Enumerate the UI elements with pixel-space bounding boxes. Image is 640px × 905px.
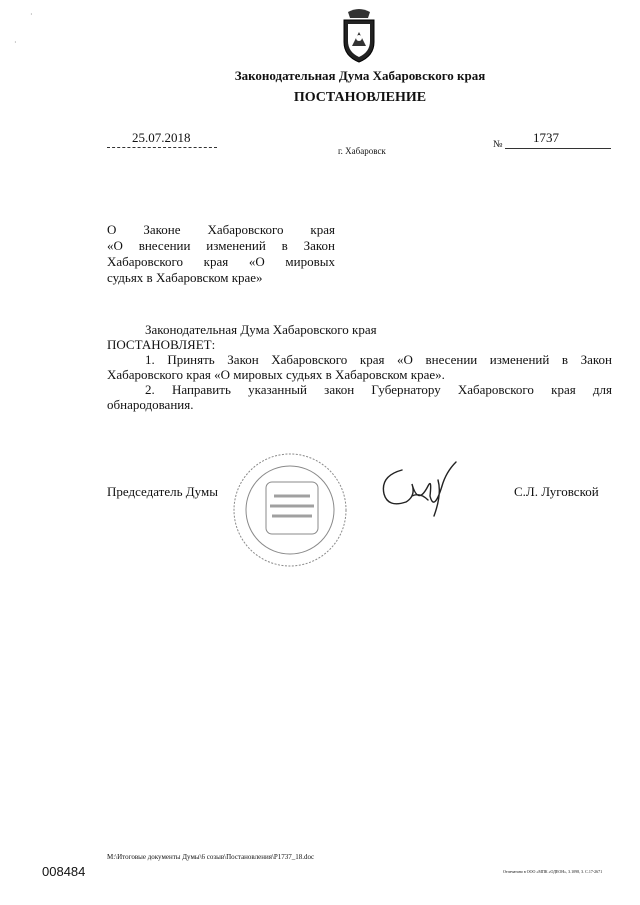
number-underline — [505, 148, 611, 149]
number-sign: № — [493, 139, 503, 150]
printer-note: Отпечатано в ООО «МПК «ОДЕОН», 3.1098, 3. С.17-2671 — [503, 869, 603, 874]
scan-mark: · — [14, 38, 17, 47]
document-type-title: ПОСТАНОВЛЕНИЕ — [293, 90, 427, 105]
item-1-line-1: 1. Принять Закон Хабаровского края «О внесении изменений в Закон — [145, 352, 612, 367]
official-stamp — [230, 430, 350, 590]
file-path: М:\Итоговые документы Думы\6 созыв\Постановления\Р1737_18.doc — [107, 853, 315, 861]
subject-line: «О внесении изменений в Закон — [107, 238, 335, 253]
subject-line: судьях в Хабаровском крае» — [107, 270, 263, 285]
document-subject — [107, 222, 335, 286]
handwritten-signature — [372, 456, 468, 526]
coat-of-arms-emblem — [334, 6, 384, 64]
item-2-line-2: обнародования. — [107, 397, 194, 412]
document-number: 1737 — [533, 130, 559, 145]
scan-mark: · — [30, 10, 33, 19]
chairman-title: Председатель Думы — [107, 484, 218, 499]
body-intro: Законодательная Дума Хабаровского края — [145, 322, 377, 337]
signatory-name: С.Л. Луговской — [514, 484, 599, 499]
item-2-line-1: 2. Направить указанный закон Губернатору Хабаровского края для — [145, 382, 612, 397]
subject-line: О Законе Хабаровского края — [107, 222, 335, 237]
date-underline — [107, 147, 217, 148]
subject-line: Хабаровского края «О мировых — [107, 254, 335, 269]
document-date: 25.07.2018 — [132, 130, 191, 145]
item-1-line-2: Хабаровского края «О мировых судьях в Хабаровском крае». — [107, 367, 445, 382]
document-body — [107, 322, 612, 412]
organization-title: Законодательная Дума Хабаровского края — [234, 68, 486, 83]
body-resolves: ПОСТАНОВЛЯЕТ: — [107, 337, 216, 352]
registration-number: 008484 — [42, 864, 86, 879]
document-city: г. Хабаровск — [338, 146, 386, 156]
